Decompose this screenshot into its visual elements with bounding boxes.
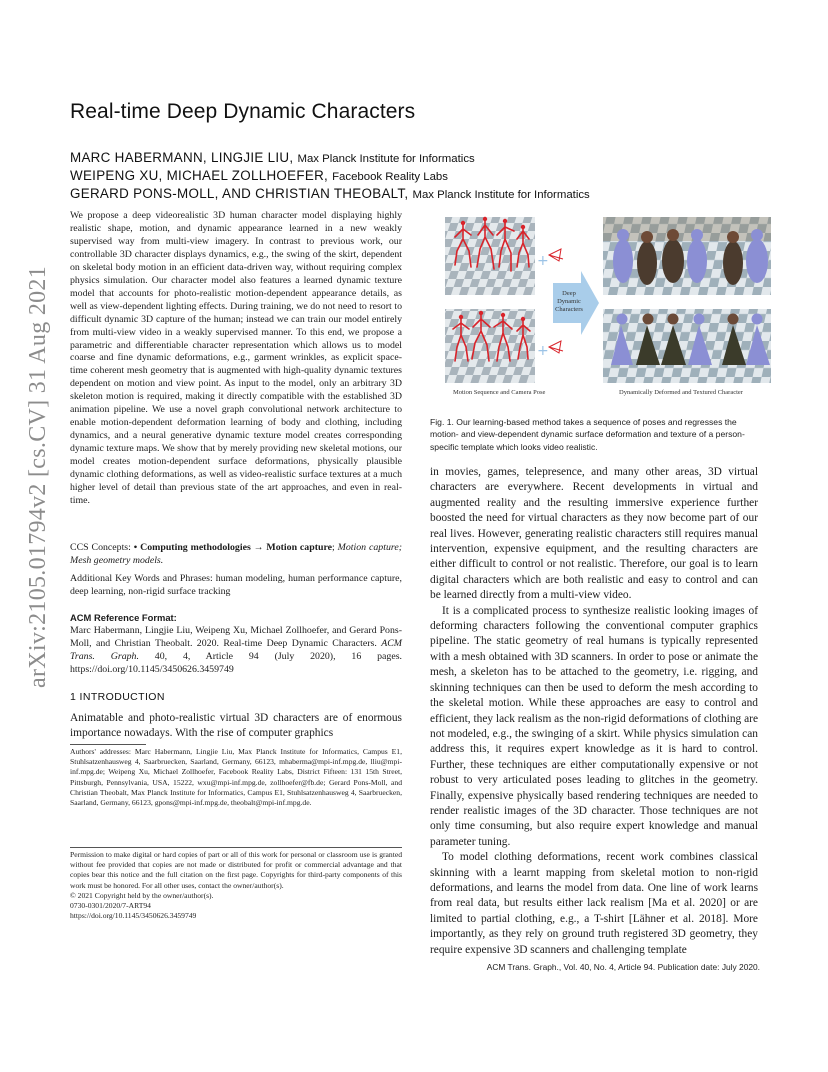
author-line-2 xyxy=(70,168,448,183)
author-line-1 xyxy=(70,150,475,165)
svg-text:+: + xyxy=(537,253,549,269)
author-affiliation: Max Planck Institute for Informatics xyxy=(412,189,590,201)
skeleton-panel-top xyxy=(445,217,535,295)
figure-label-right: Dynamically Deformed and Textured Character xyxy=(619,389,743,396)
article-code: 0730-0301/2020/7-ART94 xyxy=(70,901,151,911)
intro-paragraph: in movies, games, telepresence, and many other areas, 3D virtual characters are everywhere. Recent developments in virtual and augmented reality and the resulting immersive experience further boosted the need for virtual characters as they now become part of our real lives. However, generating realistic characters still requires manual intervention, expensive equipment, and the resulting characters are either difficult to control or not realistic. Therefore, our goal is to learn digital characters which are both realistic and easy to control and can be learned directly from a multi-view video. xyxy=(430,466,758,602)
permission-text: Permission to make digital or hard copies of part or all of this work for personal or classroom use is granted without fee provided that copies are not made or distributed for profit or commercial advantage and that copies bear this notice and the full citation on the first page. Copyrights for third-party components of this work must be honored. For all other uses, contact the owner/author(s). xyxy=(70,850,402,890)
acm-reference xyxy=(70,612,402,677)
copyright-line: © 2021 Copyright held by the owner/author(s). xyxy=(70,890,214,900)
deep-dynamic-characters-arrow xyxy=(553,271,599,335)
abstract-text: We propose a deep videorealistic 3D human character model displaying highly realistic shape, motion, and dynamic appearance learned in a new weakly supervised way from multi-view imagery. In contrast to previous work, our controllable 3D character displays dynamics, e.g., the swing of the skirt, dependent on skeletal body motion in an efficient data-driven way, without requiring complex physics simulation. Our character model also features a learned dynamic texture model that accounts for photo-realistic motion-dependent appearance details, as well as view-dependent lighting effects. During training, we do not need to resort to difficult dynamic 3D capture of the human; instead we can train our model entirely from multi-view video in a weakly supervised manner. To this end, we propose a parametric and differentiable character representation which allows us to model coarse and fine dynamic deformations, e.g., garment wrinkles, as explicit space-time coherent mesh geometry that is augmented with high-quality dynamic textures dependent on motion and view point. As input to the model, only an arbitrary 3D skeleton motion is required, making it directly compatible with the established 3D animation pipeline. We use a novel graph convolutional network architecture to enable motion-dependent deformation learning of body and clothing, including dynamics, and a neural generative dynamic texture model creates corresponding dynamic texture maps. We show that by merely providing new skeletal motions, our model creates motion-dependent surface deformations, physically plausible dynamic clothing deformations, as well as video-realistic surface textures at a much higher level of detail than previous state of the art approaches, and even in real-time. xyxy=(70,210,402,506)
section-heading-introduction: 1 INTRODUCTION xyxy=(70,691,165,703)
svg-text:Dynamic: Dynamic xyxy=(557,298,581,305)
intro-left-text: Animatable and photo-realistic virtual 3D characters are of enormous importance nowadays. With the rise of computer graphics xyxy=(70,712,402,740)
author-affiliation: Facebook Reality Labs xyxy=(332,171,448,183)
ccs-bold: • Computing methodologies → Motion capture xyxy=(133,542,333,553)
teaser-figure xyxy=(445,215,775,400)
figure-caption: Fig. 1. Our learning-based method takes a sequence of poses and regresses the motion- and view-dependent dynamic surface deformation and texture of a person-specific template which looks video realistic. xyxy=(430,417,745,452)
svg-text:+: + xyxy=(537,343,549,359)
intro-right-column xyxy=(430,465,758,958)
figure-label-left: Motion Sequence and Camera Pose xyxy=(453,389,546,396)
keywords xyxy=(70,573,402,599)
svg-text:Characters: Characters xyxy=(555,306,583,313)
page-footer: ACM Trans. Graph., Vol. 40, No. 4, Article 94. Publication date: July 2020. xyxy=(486,962,760,972)
author-names: GERARD PONS-MOLL, AND CHRISTIAN THEOBALT, xyxy=(70,186,409,201)
acm-ref-heading: ACM Reference Format: xyxy=(70,612,177,623)
author-affiliation: Max Planck Institute for Informatics xyxy=(297,153,475,165)
svg-text:Deep: Deep xyxy=(562,290,576,297)
intro-paragraph: It is a complicated process to synthesize realistic looking images of deforming characters following the conventional computer graphics pipeline. The static geometry of real humans is typically represented with a mesh obtained with 3D scanners. In order to pose or animate the mesh, a skeleton has to be attached to the geometry, i.e. rigging, and skinning techniques can then be used to deform the mesh according to the skeletal motion. While these approaches are easy to control and efficient, they lack realism as the non-rigid deformations of clothing are not modeled, e.g., the swinging of a skirt. While physics simulation can address this, it requires expert knowledge as it is hard to control. Further, these techniques are either computationally expensive or not robust to very articulated poses leading to glitches in the geometry. Finally, expensive physically based rendering techniques are needed to render realistic images of the 3D character. Those techniques are not only time consuming, but also require expert knowledge and manual parameter tuning. xyxy=(430,604,758,848)
footnote-permission xyxy=(70,850,402,921)
intro-paragraph: To model clothing deformations, recent work combines classical skinning with a learnt mapping from skeletal motion to non-rigid deformations, and learns the model from data. One line of work learns from real data, but results either lack realism [Ma et al. 2020] or are limited to partial clothing, e.g., a T-shirt [Lähner et al. 2018]. More importantly, as they rely on ground truth registered 3D geometry, they require expensive 3D scanners and challenging template xyxy=(430,851,758,956)
abstract xyxy=(70,210,402,508)
result-panel-bottom xyxy=(603,309,771,383)
keywords-text: Additional Key Words and Phrases: human modeling, human performance capture, deep learning, non-rigid surface tracking xyxy=(70,573,402,597)
acm-ref-journal: ACM Trans. Graph. xyxy=(70,637,402,662)
ccs-lead: CCS Concepts: xyxy=(70,542,134,553)
author-names: WEIPENG XU, MICHAEL ZOLLHOEFER, xyxy=(70,168,329,183)
arxiv-stamp: arXiv:2105.01794v2 [cs.CV] 31 Aug 2021 xyxy=(25,265,51,688)
footnote-rule xyxy=(70,744,146,745)
paper-title: Real-time Deep Dynamic Characters xyxy=(70,100,416,123)
permission-rule xyxy=(70,847,402,848)
ccs-italic: Motion capture; Mesh geometry models. xyxy=(70,542,402,566)
footnote-authors-text: Authors' addresses: Marc Habermann, Lingjie Liu, Max Planck Institute for Informatics, Campus E1, Stuhlsatzenhausweg 4, Saarbruecken, Saarland, Germany, 66123, mhaberma@mpi-inf.mpg.de, lliu@mpi-inf.mpg.de; Weipeng Xu, Michael Zollhoefer, Facebook Reality Labs, District Fifteen: 131 15th Street, Pittsburgh, Pennsylvania, USA, 15222, wxu@mpi-inf.mpg.de, zollhoefer@fb.de; Gerard Pons-Moll, and Christian Theobalt, Max Planck Institute for Informatics, Campus E1, Stuhlsatzenhausweg 4, Saarbruecken, Saarland, Germany, 66123, gpons@mpi-inf.mpg.de, theobalt@mpi-inf.mpg.de. xyxy=(70,747,402,808)
doi-link[interactable]: https://doi.org/10.1145/3450626.3459749 xyxy=(70,911,197,921)
ccs-sep: ; xyxy=(332,542,338,553)
skeleton-panel-bottom xyxy=(445,309,535,383)
intro-left-column xyxy=(70,711,402,742)
author-line-3 xyxy=(70,186,590,201)
figure-1 xyxy=(445,215,775,400)
footnote-authors xyxy=(70,747,402,808)
ccs-concepts xyxy=(70,542,402,568)
acm-ref-text: Marc Habermann, Lingjie Liu, Weipeng Xu, Michael Zollhoefer, and Gerard Pons-Moll, and Christian Theobalt. 2020. Real-time Deep Dynamic Characters. xyxy=(70,624,402,649)
author-names: MARC HABERMANN, LINGJIE LIU, xyxy=(70,150,294,165)
result-panel-top xyxy=(603,217,771,295)
acm-ref-text-after: 40, 4, Article 94 (July 2020), 16 pages. https://doi.org/10.1145/3450626.3459749 xyxy=(70,650,402,675)
